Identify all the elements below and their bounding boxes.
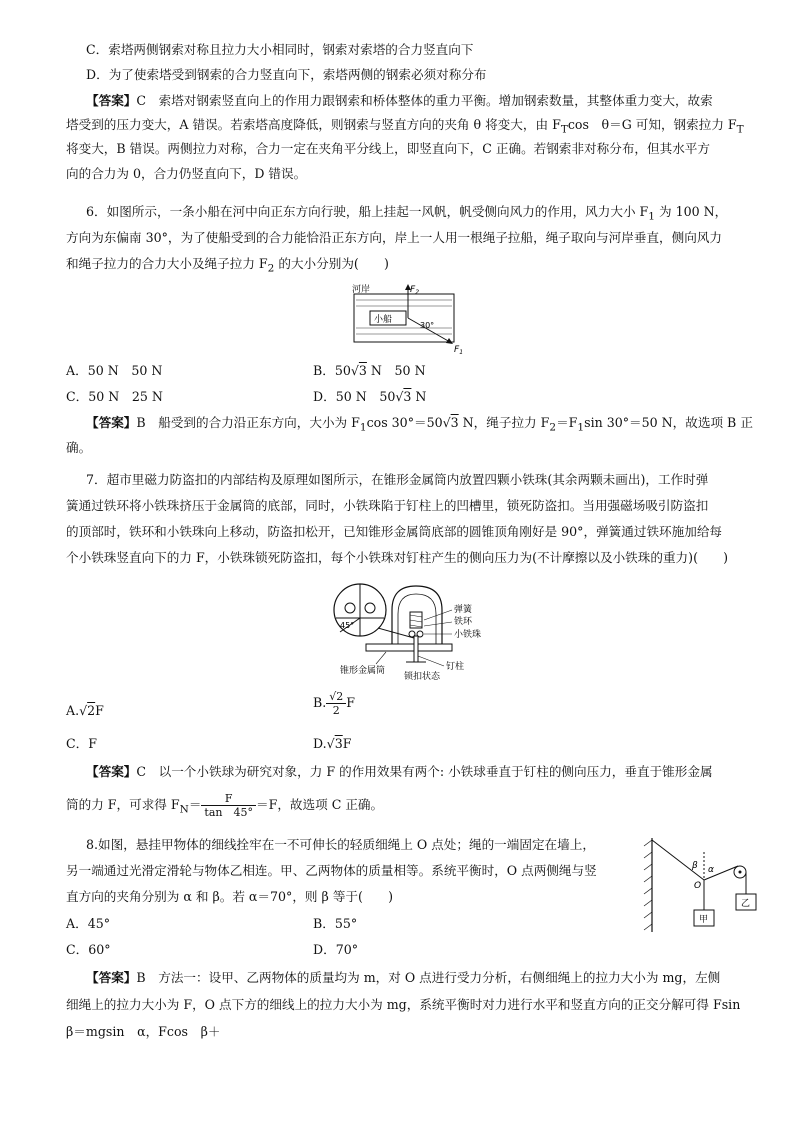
subscript: 2 xyxy=(549,421,557,434)
radicand: 3 xyxy=(334,736,343,751)
q8-option-d[interactable]: D．70° xyxy=(313,942,359,957)
angle-45-label: 45° xyxy=(340,621,355,630)
angle-label: 30° xyxy=(420,321,435,330)
q6-option-d[interactable]: D．50 N 50√3 N xyxy=(313,389,427,404)
opt-text: D. xyxy=(313,736,327,751)
subscript: T xyxy=(560,123,568,136)
question6-line3 xyxy=(66,254,389,279)
q6-text: 的大小分别为( ) xyxy=(274,256,389,271)
opt-text: F xyxy=(342,736,352,751)
answer5-text: C 索塔对钢索竖直向上的作用力跟钢索和桥体整体的重力平衡。增加钢索数量，其整体重力变大，故索 xyxy=(136,93,713,108)
answer8-line1 xyxy=(86,968,720,988)
point-o-label: O xyxy=(694,881,702,891)
bank-label: 河岸 xyxy=(352,285,371,295)
river-boat-figure xyxy=(346,280,476,356)
opt-text: F xyxy=(346,695,356,710)
subscript: 1 xyxy=(577,421,585,434)
answer5-text-2b: cos θ＝G 可知，钢索拉力 F xyxy=(567,117,737,132)
iron-bead-label: 小铁珠 xyxy=(454,630,482,640)
a6-text: N，绳子拉力 F xyxy=(458,415,550,430)
a6-text: B 船受到的合力沿正东方向，大小为 F xyxy=(136,415,360,430)
iron-ring-label: 铁环 xyxy=(454,617,473,627)
q8-option-a[interactable]: A．45° xyxy=(66,916,111,931)
anti-theft-buckle-figure xyxy=(326,580,496,686)
q6-text: 6．如图所示，一条小船在河中向正东方向行驶，船上挂起一风帆，帆受侧向风力的作用，风力大小 F xyxy=(86,204,649,219)
question8-line3: 直方向的夹角分别为 α 和 β。若 α＝70°，则 β 等于( ) xyxy=(66,889,394,904)
fraction: $\frac{F}{\tan 45^\circ}$ xyxy=(201,792,256,819)
opt-text: N 50 N xyxy=(366,363,426,378)
object-jia-label: 甲 xyxy=(699,915,709,925)
subscript: N xyxy=(179,803,189,816)
answer-tag: 【答案】 xyxy=(86,764,137,779)
q6-text: 和绳子拉力的合力大小及绳子拉力 F xyxy=(66,256,268,271)
answer7-line2 xyxy=(66,790,383,825)
q7-option-d[interactable]: D.√3F xyxy=(313,736,352,751)
answer5-line4: 向的合力为 0，合力仍竖直向下，D 错误。 xyxy=(66,166,307,181)
question6-line2: 方向为东偏南 30°，为了使船受到的合力能恰沿正东方向，岸上一人用一根绳子拉船，绳子取向与河岸垂直，侧向风力 xyxy=(66,230,723,245)
radicand: 3 xyxy=(403,389,412,404)
q7-option-a[interactable]: A.√2F xyxy=(66,703,104,718)
opt-text: F xyxy=(95,703,104,718)
radicand: 3 xyxy=(358,363,367,378)
boat-label: 小船 xyxy=(374,315,393,325)
a7-text: 筒的力 F，可求得 F xyxy=(66,797,180,812)
answer5-line3: 将变大，B 错误。两侧拉力对称，合力一定在夹角平分线上，即竖直向下，C 正确。若钢索非对称分布，但其水平方 xyxy=(66,141,710,156)
a8-text: B 方法一：设甲、乙两物体的质量均为 m，对 O 点进行受力分析，右侧细绳上的拉力大小为 mg，左侧 xyxy=(136,970,721,985)
answer-tag: 【答案】 xyxy=(86,970,137,985)
f2-label: $F_2$ xyxy=(410,285,420,296)
answer-tag: 【答案】 xyxy=(86,93,137,108)
answer6-line2: 确。 xyxy=(66,440,92,455)
q7-option-c[interactable]: C．F xyxy=(66,736,97,751)
f1-label: $F_1$ xyxy=(454,345,464,356)
answer6-line1: 【答案】B 船受到的合力沿正东方向，大小为 $F_1\cos$ 30°＝50√3 N，绳子拉力 $F_2=F_1\sin$ 30°＝50 N，故选项 B 正 xyxy=(86,415,753,434)
a7-text: ＝ xyxy=(188,797,202,812)
radicand: 3 xyxy=(450,415,459,430)
subscript: 1 xyxy=(359,421,367,434)
answer7-line1 xyxy=(86,762,713,782)
q6-text: 为 100 N， xyxy=(654,204,728,219)
q8-option-b[interactable]: B．55° xyxy=(313,916,358,931)
opt-text: B．50 xyxy=(313,363,351,378)
spring-label: 弹簧 xyxy=(454,605,473,615)
cone-tube-label: 锥形金属筒 xyxy=(340,666,386,676)
answer5-text-2a: 塔受到的压力变大，A 错误。若索塔高度降低，则钢索与竖直方向的夹角 θ 将变大，由 F xyxy=(66,117,561,132)
answer5-line2 xyxy=(66,115,744,140)
alpha-label: α xyxy=(708,865,714,875)
question7-line3: 的顶部时，铁环和小铁珠向上移动，防盗扣松开，已知锥形金属筒底部的圆锥顶角刚好是 90°，弹簧通过铁环施加给每 xyxy=(66,524,723,539)
opt-text: A. xyxy=(66,703,80,718)
subscript: 2 xyxy=(267,262,275,275)
fraction: $\frac{√2}{2}$ xyxy=(326,690,346,717)
a6-text: ＝F xyxy=(556,415,578,430)
answer8-line3: β＝mgsin α，Fcos β＋ xyxy=(66,1024,221,1039)
locked-state-label: 锁扣状态 xyxy=(404,672,441,682)
question7-line4: 个小铁珠竖直向下的力 F，小铁珠锁死防盗扣，每个小铁珠对钉柱产生的侧向压力为(不计摩擦以及小铁珠的重力)( ) xyxy=(66,550,729,565)
question5-option-c: C．索塔两侧钢索对称且拉力大小相同时，钢索对索塔的合力竖直向下 xyxy=(86,42,474,57)
q8-option-c[interactable]: C．60° xyxy=(66,942,111,957)
subscript: 1 xyxy=(648,210,655,223)
q6-option-a[interactable]: A．50 N 50 N xyxy=(66,363,163,378)
pulley-figure xyxy=(640,832,760,934)
beta-label: β xyxy=(692,861,698,871)
subscript: T xyxy=(736,123,744,136)
question5-option-d: D．为了使索塔受到钢索的合力竖直向下，索塔两侧的钢索必须对称分布 xyxy=(86,67,487,82)
object-yi-label: 乙 xyxy=(741,899,751,909)
q6-option-c[interactable]: C．50 N 25 N xyxy=(66,389,163,404)
opt-text: D．50 N 50 xyxy=(313,389,396,404)
question8-line1: 8.如图，悬挂甲物体的细线拴牢在一不可伸长的轻质细绳上 O 点处；绳的一端固定在墙上， xyxy=(86,837,595,852)
a7-text: C 以一个小铁球为研究对象，力 F 的作用效果有两个: 小铁球垂直于钉柱的侧向压力，垂直于锥形金属 xyxy=(136,764,713,779)
question7-line2: 簧通过铁环将小铁珠挤压于金属筒的底部，同时，小铁珠陷于钉柱上的凹槽里，锁死防盗扣。当用强磁场吸引防盗扣 xyxy=(66,498,709,513)
a6-text: sin 30°＝50 N，故选项 B 正 xyxy=(584,415,753,430)
opt-text: B. xyxy=(313,695,327,710)
q6-option-b[interactable]: B．50√3 N 50 N xyxy=(313,363,426,378)
question7-line1: 7．超市里磁力防盗扣的内部结构及原理如图所示，在锥形金属筒内放置四颗小铁珠(其余两颗未画出)，工作时弹 xyxy=(86,472,709,487)
a7-text: ＝F，故选项 C 正确。 xyxy=(255,797,384,812)
opt-text: N xyxy=(411,389,427,404)
answer-tag: 【答案】 xyxy=(86,415,137,430)
question8-line2: 另一端通过光滑定滑轮与物体乙相连。甲、乙两物体的质量相等。系统平衡时，O 点两侧绳与竖 xyxy=(66,863,597,878)
q7-option-b[interactable] xyxy=(313,690,355,717)
answer5-line1 xyxy=(86,91,713,111)
question6-line1 xyxy=(86,202,727,227)
radicand: 2 xyxy=(87,703,96,718)
pin-label: 钉柱 xyxy=(446,662,465,672)
a6-text: cos 30°＝50 xyxy=(366,415,443,430)
answer8-line2: 细绳上的拉力大小为 F，O 点下方的细线上的拉力大小为 mg，系统平衡时对力进行水平和竖直方向的正交分解可得 Fsin xyxy=(66,997,741,1012)
